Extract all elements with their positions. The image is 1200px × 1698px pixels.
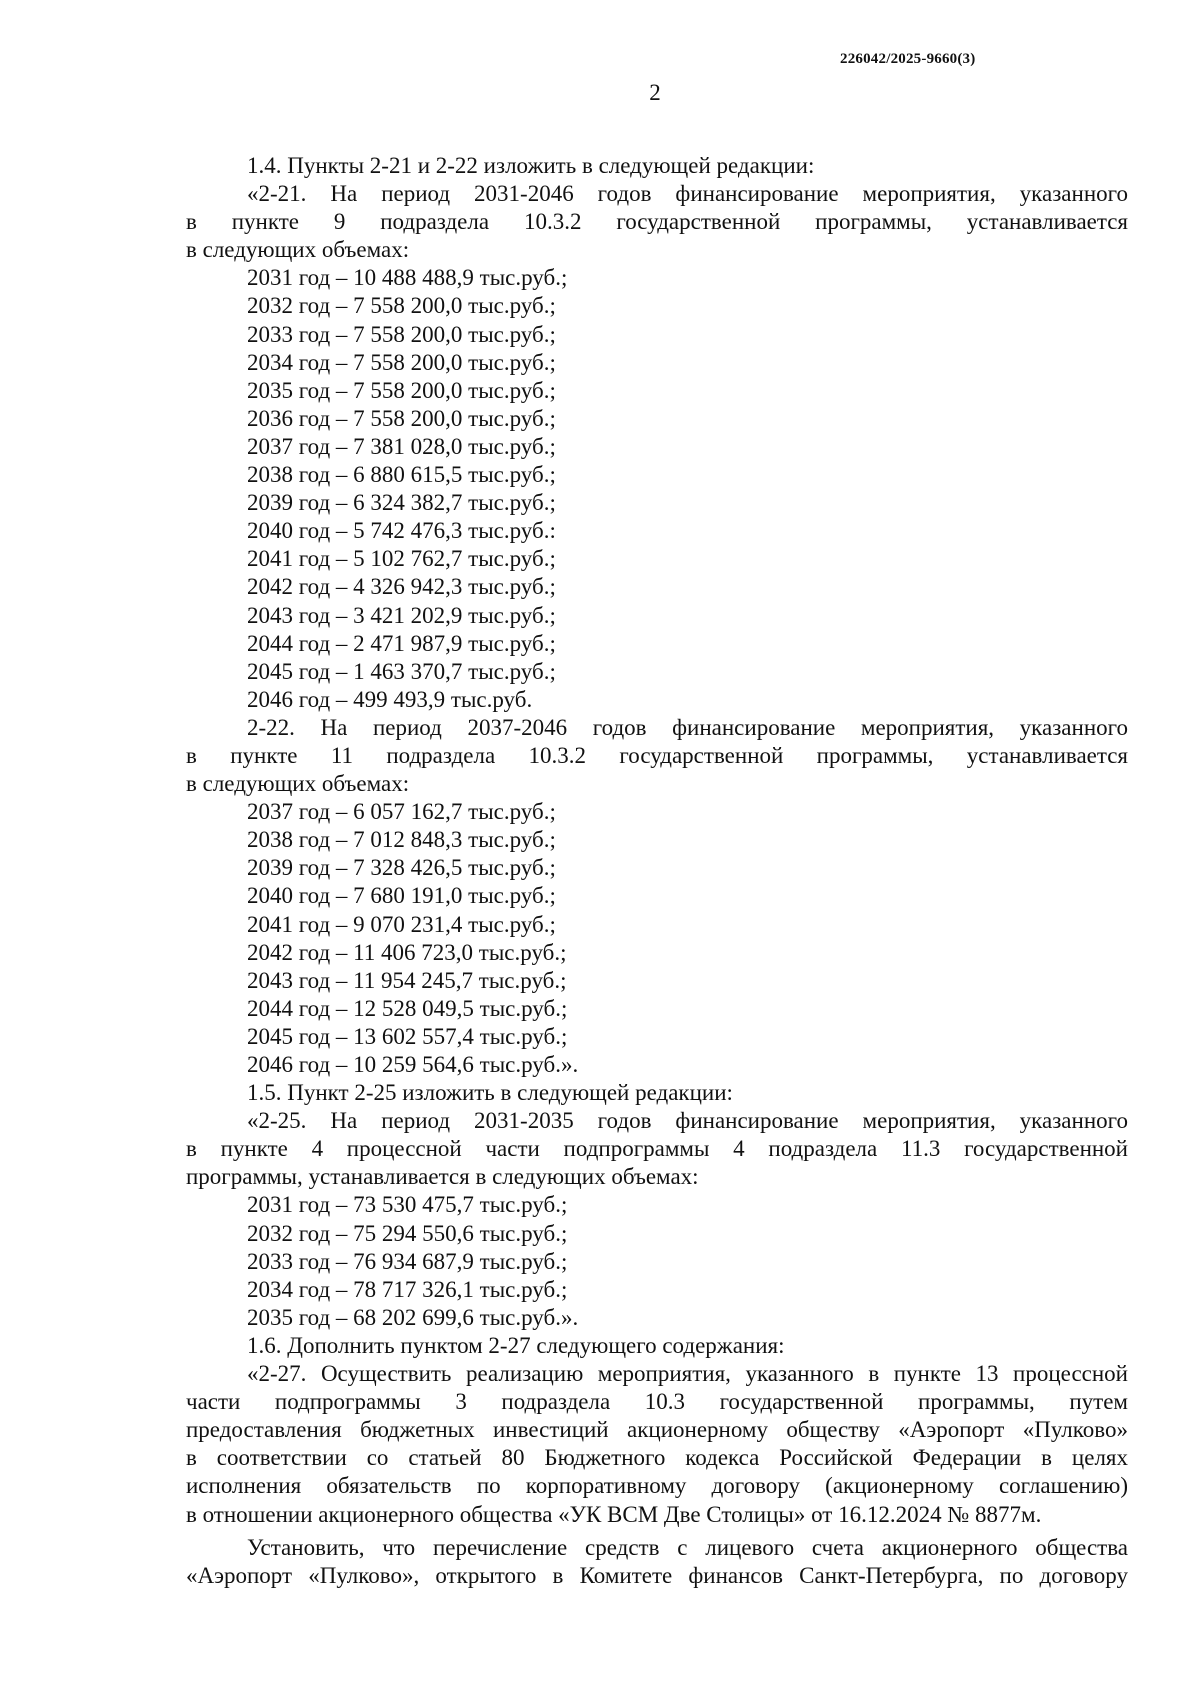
text-line: в пункте 4 процессной части подпрограммы 4 подраздела 11.3 государственной [186, 1136, 1128, 1162]
text-line: 2032 год – 7 558 200,0 тыс.руб.; [247, 293, 556, 319]
text-line: 1.5. Пункт 2-25 изложить в следующей редакции: [247, 1080, 733, 1106]
document-body [186, 152, 1128, 1590]
text-line: 2033 год – 76 934 687,9 тыс.руб.; [247, 1248, 568, 1274]
text-line: «Аэропорт «Пулково», открытого в Комитете финансов Санкт-Петербурга, по договору [186, 1562, 1128, 1588]
text-line: части подпрограммы 3 подраздела 10.3 государственной программы, путем [186, 1389, 1128, 1415]
text-line: в пункте 9 подраздела 10.3.2 государственной программы, устанавливается [186, 209, 1128, 235]
text-line: 2032 год – 75 294 550,6 тыс.руб.; [247, 1220, 568, 1246]
text-line: 2046 год – 499 493,9 тыс.руб. [247, 686, 533, 712]
text-line: 2042 год – 11 406 723,0 тыс.руб.; [247, 939, 567, 965]
text-line: 2031 год – 10 488 488,9 тыс.руб.; [247, 265, 568, 291]
text-line: 2043 год – 3 421 202,9 тыс.руб.; [247, 602, 556, 628]
text-line: 2037 год – 7 381 028,0 тыс.руб.; [247, 433, 556, 459]
text-line: 2038 год – 7 012 848,3 тыс.руб.; [247, 827, 556, 853]
document-id: 226042/2025-9660(3) [840, 51, 976, 67]
text-line: 2035 год – 7 558 200,0 тыс.руб.; [247, 377, 556, 403]
text-line: 2041 год – 5 102 762,7 тыс.руб.; [247, 546, 556, 572]
text-line: Установить, что перечисление средств с лицевого счета акционерного общества [247, 1534, 1128, 1560]
text-line: «2-21. На период 2031-2046 годов финансирование мероприятия, указанного [247, 181, 1128, 207]
text-line: 1.6. Дополнить пунктом 2-27 следующего содержания: [247, 1332, 785, 1358]
text-line: 1.4. Пункты 2-21 и 2-22 изложить в следующей редакции: [247, 153, 815, 178]
text-line: исполнения обязательств по корпоративному договору (акционерному соглашению) [186, 1473, 1128, 1499]
text-line: программы, устанавливается в следующих объемах: [186, 1164, 699, 1190]
text-line: в отношении акционерного общества «УК ВСМ Две Столицы» от 16.12.2024 № 8877м. [186, 1501, 1042, 1527]
text-line: в пункте 11 подраздела 10.3.2 государственной программы, устанавливается [186, 742, 1128, 768]
text-line: 2045 год – 13 602 557,4 тыс.руб.; [247, 1023, 568, 1049]
text-line: 2031 год – 73 530 475,7 тыс.руб.; [247, 1192, 568, 1218]
text-line: 2046 год – 10 259 564,6 тыс.руб.». [247, 1052, 579, 1077]
page-number: 2 [649, 80, 661, 105]
text-line: в соответствии со статьей 80 Бюджетного кодекса Российской Федерации в целях [186, 1445, 1128, 1471]
text-line: 2034 год – 7 558 200,0 тыс.руб.; [247, 349, 556, 375]
text-line: 2041 год – 9 070 231,4 тыс.руб.; [247, 911, 556, 937]
text-line: «2-27. Осуществить реализацию мероприятия, указанного в пункте 13 процессной [247, 1361, 1128, 1387]
text-line: 2039 год – 6 324 382,7 тыс.руб.; [247, 490, 556, 516]
text-line: 2035 год – 68 202 699,6 тыс.руб.». [247, 1304, 579, 1330]
text-line: 2044 год – 12 528 049,5 тыс.руб.; [247, 995, 568, 1021]
text-line: в следующих объемах: [186, 237, 410, 263]
text-line: 2045 год – 1 463 370,7 тыс.руб.; [247, 658, 556, 684]
text-line: 2040 год – 5 742 476,3 тыс.руб.: [247, 518, 556, 544]
text-line: 2036 год – 7 558 200,0 тыс.руб.; [247, 405, 556, 431]
text-line: 2040 год – 7 680 191,0 тыс.руб.; [247, 883, 556, 909]
text-line: 2042 год – 4 326 942,3 тыс.руб.; [247, 574, 556, 600]
text-line: 2033 год – 7 558 200,0 тыс.руб.; [247, 321, 556, 347]
text-line: предоставления бюджетных инвестиций акционерному обществу «Аэропорт «Пулково» [186, 1417, 1128, 1443]
text-line: в следующих объемах: [186, 771, 410, 797]
text-line: 2037 год – 6 057 162,7 тыс.руб.; [247, 799, 556, 825]
text-line: 2044 год – 2 471 987,9 тыс.руб.; [247, 630, 556, 656]
text-line: 2039 год – 7 328 426,5 тыс.руб.; [247, 855, 556, 881]
text-line: «2-25. На период 2031-2035 годов финансирование мероприятия, указанного [247, 1108, 1128, 1134]
text-line: 2-22. На период 2037-2046 годов финансирование мероприятия, указанного [247, 714, 1128, 740]
text-line: 2038 год – 6 880 615,5 тыс.руб.; [247, 462, 556, 488]
text-line: 2034 год – 78 717 326,1 тыс.руб.; [247, 1276, 568, 1302]
text-line: 2043 год – 11 954 245,7 тыс.руб.; [247, 967, 567, 993]
